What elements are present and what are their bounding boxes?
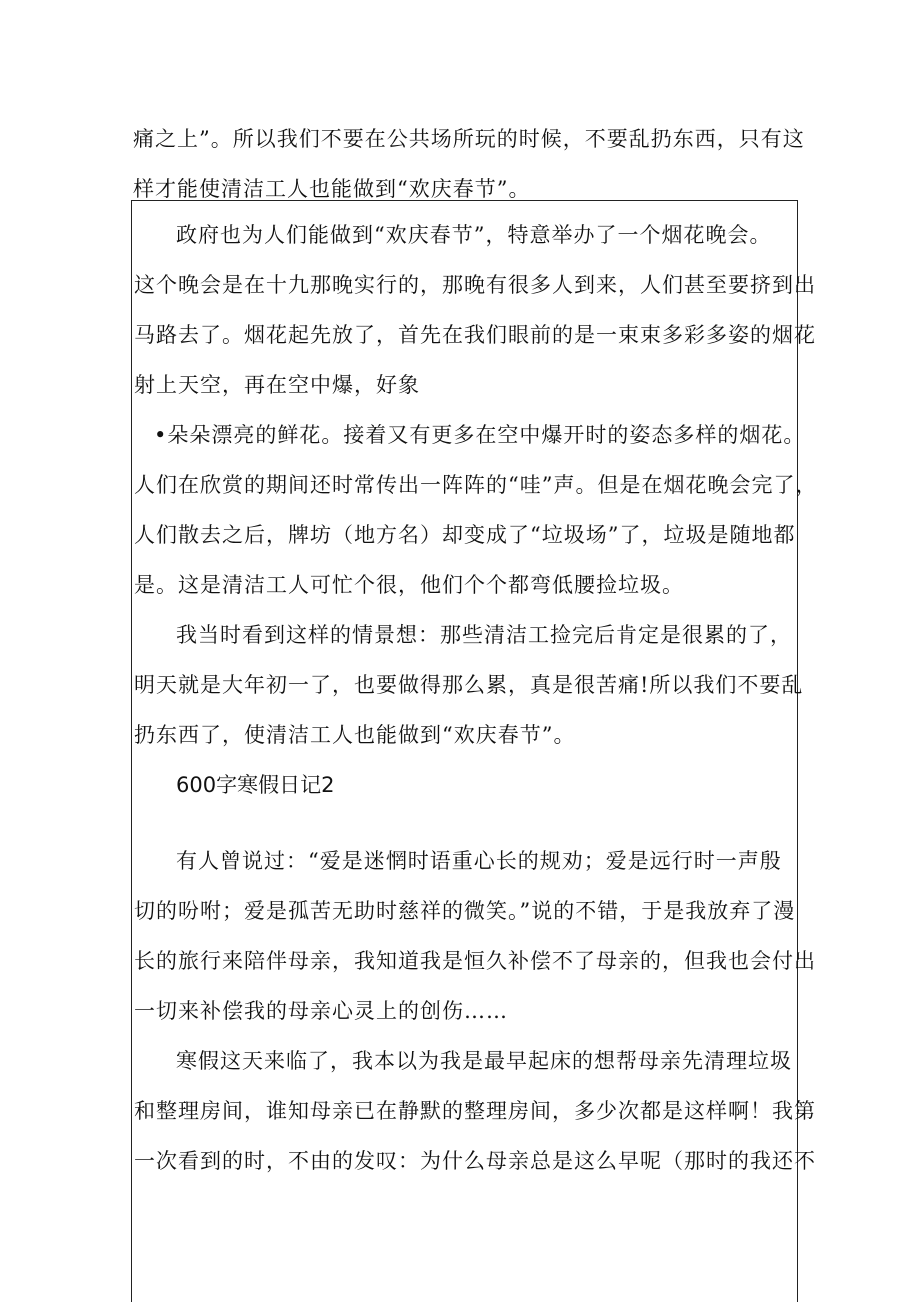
text-line: 是。这是清洁工人可忙个很，他们个个都弯低腰捡垃圾。 [134,573,684,597]
top-paragraph [133,114,805,214]
paragraph-fireworks-aftermath [134,410,818,610]
text-line: 这个晚会是在十九那晚实行的，那晚有很多人到来，人们甚至要挤到出 [134,273,816,297]
text-line: 长的旅行来陪伴母亲，我知道我是恒久补偿不了母亲的，但我也会付出 [134,949,816,973]
paragraph-winter-morning [134,1036,816,1186]
box-content [134,210,818,1186]
text-line: 明天就是大年初一了，也要做得那么累，真是很苦痛!所以我们不要乱 [134,673,804,697]
text-line: 一次看到的时，不由的发叹：为什么母亲总是这么早呢（那时的我还不 [134,1149,816,1173]
section-heading: 600字寒假日记2 [176,773,335,797]
text-line: 切的吩咐；爱是孤苦无助时慈祥的微笑。”说的不错，于是我放弃了漫 [134,899,796,923]
text-line: 寒假这天来临了，我本以为我是最早起床的想帮母亲先清理垃圾 [176,1049,792,1073]
text-line: 扔东西了，使清洁工人也能做到“欢庆春节”。 [134,723,576,747]
text-line: 射上天空，再在空中爆，好象 [134,373,420,397]
text-line: 有人曾说过：“爱是迷惘时语重心长的规劝；爱是远行时一声殷 [176,849,782,873]
text-line: •朵朵漂亮的鲜花。接着又有更多在空中爆开时的姿态多样的烟花。 [154,423,806,447]
text-line: 政府也为人们能做到“欢庆春节”，特意举办了一个烟花晚会。 [176,223,772,247]
text-line: 我当时看到这样的情景想：那些清洁工捡完后肯定是很累的了， [176,623,792,647]
text-line: 人们散去之后，牌坊（地方名）却变成了“垃圾场”了，垃圾是随地都 [134,523,796,547]
text-line: 马路去了。烟花起先放了，首先在我们眼前的是一束束多彩多姿的烟花 [134,323,816,347]
paragraph-reflection [134,610,804,760]
text-line: 人们在欣赏的期间还时常传出一阵阵的“哇”声。但是在烟花晚会完了， [134,473,818,497]
paragraph-fireworks-party [134,210,816,410]
text-line: 一切来补偿我的母亲心灵上的创伤…… [134,999,508,1023]
spacer [134,810,798,836]
paragraph-love-quote [134,836,816,1036]
bordered-text-box [131,200,818,1302]
text-line: 痛之上”。所以我们不要在公共场所玩的时候，不要乱扔东西，只有这 [133,127,805,151]
text-line: 和整理房间，谁知母亲已在静默的整理房间，多少次都是这样啊！我第 [134,1099,816,1123]
text-line: 样才能使清洁工人也能做到“欢庆春节”。 [133,177,531,201]
